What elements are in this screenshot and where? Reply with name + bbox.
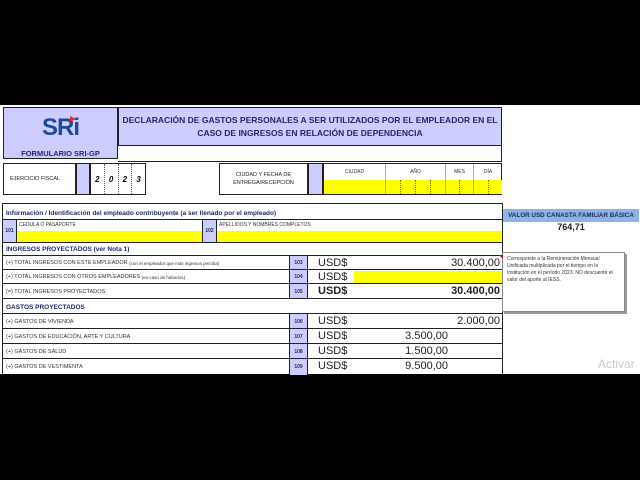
logo-flag-icon <box>70 116 76 122</box>
form-title-line2: CASO DE INGRESOS EN RELACIÓN DE DEPENDENCIA <box>197 127 423 138</box>
delivery-date-grid: CIUDAD AÑO MES DÍA <box>323 163 502 195</box>
month-input[interactable] <box>446 180 474 194</box>
fiscal-digit: 2 <box>95 174 100 184</box>
fiscal-year-label: EJERCICIO FISCAL <box>3 163 76 195</box>
day-input[interactable] <box>474 180 502 194</box>
income-105-value: 30.400,00 <box>451 285 500 297</box>
expense-109-value[interactable]: 9.500,00 <box>405 360 448 372</box>
expenses-title: GASTOS PROYECTADOS <box>6 304 85 311</box>
logo-box <box>3 107 118 159</box>
expense-row-106: (+) GASTOS DE VIVIENDA 106 USD$ 2.000,00 <box>2 313 503 328</box>
city-input[interactable] <box>324 180 386 194</box>
income-103-value[interactable]: 30.400,00 <box>451 257 500 269</box>
form-title-box <box>118 107 502 146</box>
comment-indicator-icon <box>499 255 503 259</box>
canasta-value: 764,71 <box>557 222 585 232</box>
form-title-line1: DECLARACIÓN DE GASTOS PERSONALES A SER UTILIZADOS POR EL EMPLEADOR EN EL <box>122 114 498 125</box>
expense-106-value[interactable]: 2.000,00 <box>457 315 500 327</box>
income-104-input[interactable] <box>354 271 502 283</box>
expense-row-108: (+) GASTOS DE SALUD 108 USD$ 1.500,00 <box>2 343 503 358</box>
income-row-104: (+) TOTAL INGRESOS CON OTROS EMPLEADORES (en caso de haberlos) 104 USD$ <box>2 269 503 283</box>
fiscal-year-field[interactable] <box>90 163 146 195</box>
full-name-field[interactable]: APELLIDOS Y NOMBRES COMPLETOS <box>217 220 502 242</box>
comment-tooltip: Corresponde a la Remuneración Mensual Unificada multiplicada por el tiempo en la Institución en el período 2023. NO descuente el valor del aporte al IESS. <box>502 252 625 312</box>
income-title: INGRESOS PROYECTADOS (ver Nota 1) <box>6 245 130 253</box>
identification-title: Información / Identificación del empleado contribuyente (a ser llenado por el empleado) <box>6 209 277 217</box>
form-sheet: SRi FORMULARIO SRI-GP DECLARACIÓN DE GASTOS PERSONALES A SER UTILIZADOS POR EL EMPLEADOR EN EL CASO DE INGRESOS EN RELACIÓN DE DEPENDENCIA EJERCICIO FISCAL 2 0 2 3 CIUDAD Y FECHA DE ENTREGA/RECEPCIÓN CIUDAD AÑO MES DÍA Información / Identificación del empleado contribuyente (a ser llenado por el empleado) 101 CEDULA O PASAPORTE 102 APELLIDOS Y NOMBRES COMPLETOS INGRESOS PROYECTADOS (ver Nota 1) (+) TOTAL INGRESOS CON ESTE EMPLEADOR (con el empleador que más ingresos perciba) 103 USD$ 30.400,00 (+) TOTAL INGRESOS CON OTROS EMPLEADORES (en caso de haberlos) 104 USD$ (=) TOTAL INGRESOS PROYECTADOS 105 USD$ 30.400,00 GASTOS PROYECTADOS (+) GASTOS DE VIVIENDA 106 USD$ 2.000,00 (+) GASTOS DE EDUCACIÓN, ARTE Y CULTURA 107 USD$ 3.500,00 (+) GASTOS DE SALUD 108 USD$ 1.500,00 (+) GASTOS DE VESTIMENTA 109 USD$ 9.500,00 VALOR USD CANASTA FAMILIAR BÁSICA 764,71 Corresponde a la Remuneración Mensual Unificada multiplicada por el tiempo en la Institución en el período 2023. NO descuente el valor del aporte al IESS. Activar <box>0 105 640 374</box>
income-row-105: (=) TOTAL INGRESOS PROYECTADOS 105 USD$ 30.400,00 <box>2 283 503 298</box>
fiscal-digit: 0 <box>104 164 118 194</box>
fiscal-digit: 2 <box>118 164 132 194</box>
expense-107-value[interactable]: 3.500,00 <box>405 330 448 342</box>
id-number-field[interactable]: CEDULA O PASAPORTE <box>17 220 203 242</box>
expense-108-value[interactable]: 1.500,00 <box>405 345 448 357</box>
canasta-label: VALOR USD CANASTA FAMILIAR BÁSICA <box>503 209 639 222</box>
income-row-103: (+) TOTAL INGRESOS CON ESTE EMPLEADOR (con el empleador que más ingresos perciba) 103 USD$ 30.400,00 <box>2 255 503 269</box>
year-input[interactable] <box>386 180 446 194</box>
activation-watermark: Activar <box>598 357 635 371</box>
delivery-label: CIUDAD Y FECHA DE ENTREGA/RECEPCIÓN <box>219 163 308 195</box>
expense-row-107: (+) GASTOS DE EDUCACIÓN, ARTE Y CULTURA 107 USD$ 3.500,00 <box>2 328 503 343</box>
sri-logo: SRi <box>42 114 80 141</box>
fiscal-digit: 3 <box>131 164 145 194</box>
expense-row-109: (+) GASTOS DE VESTIMENTA 109 USD$ 9.500,00 <box>2 358 503 374</box>
form-name: FORMULARIO SRI-GP <box>21 149 100 158</box>
